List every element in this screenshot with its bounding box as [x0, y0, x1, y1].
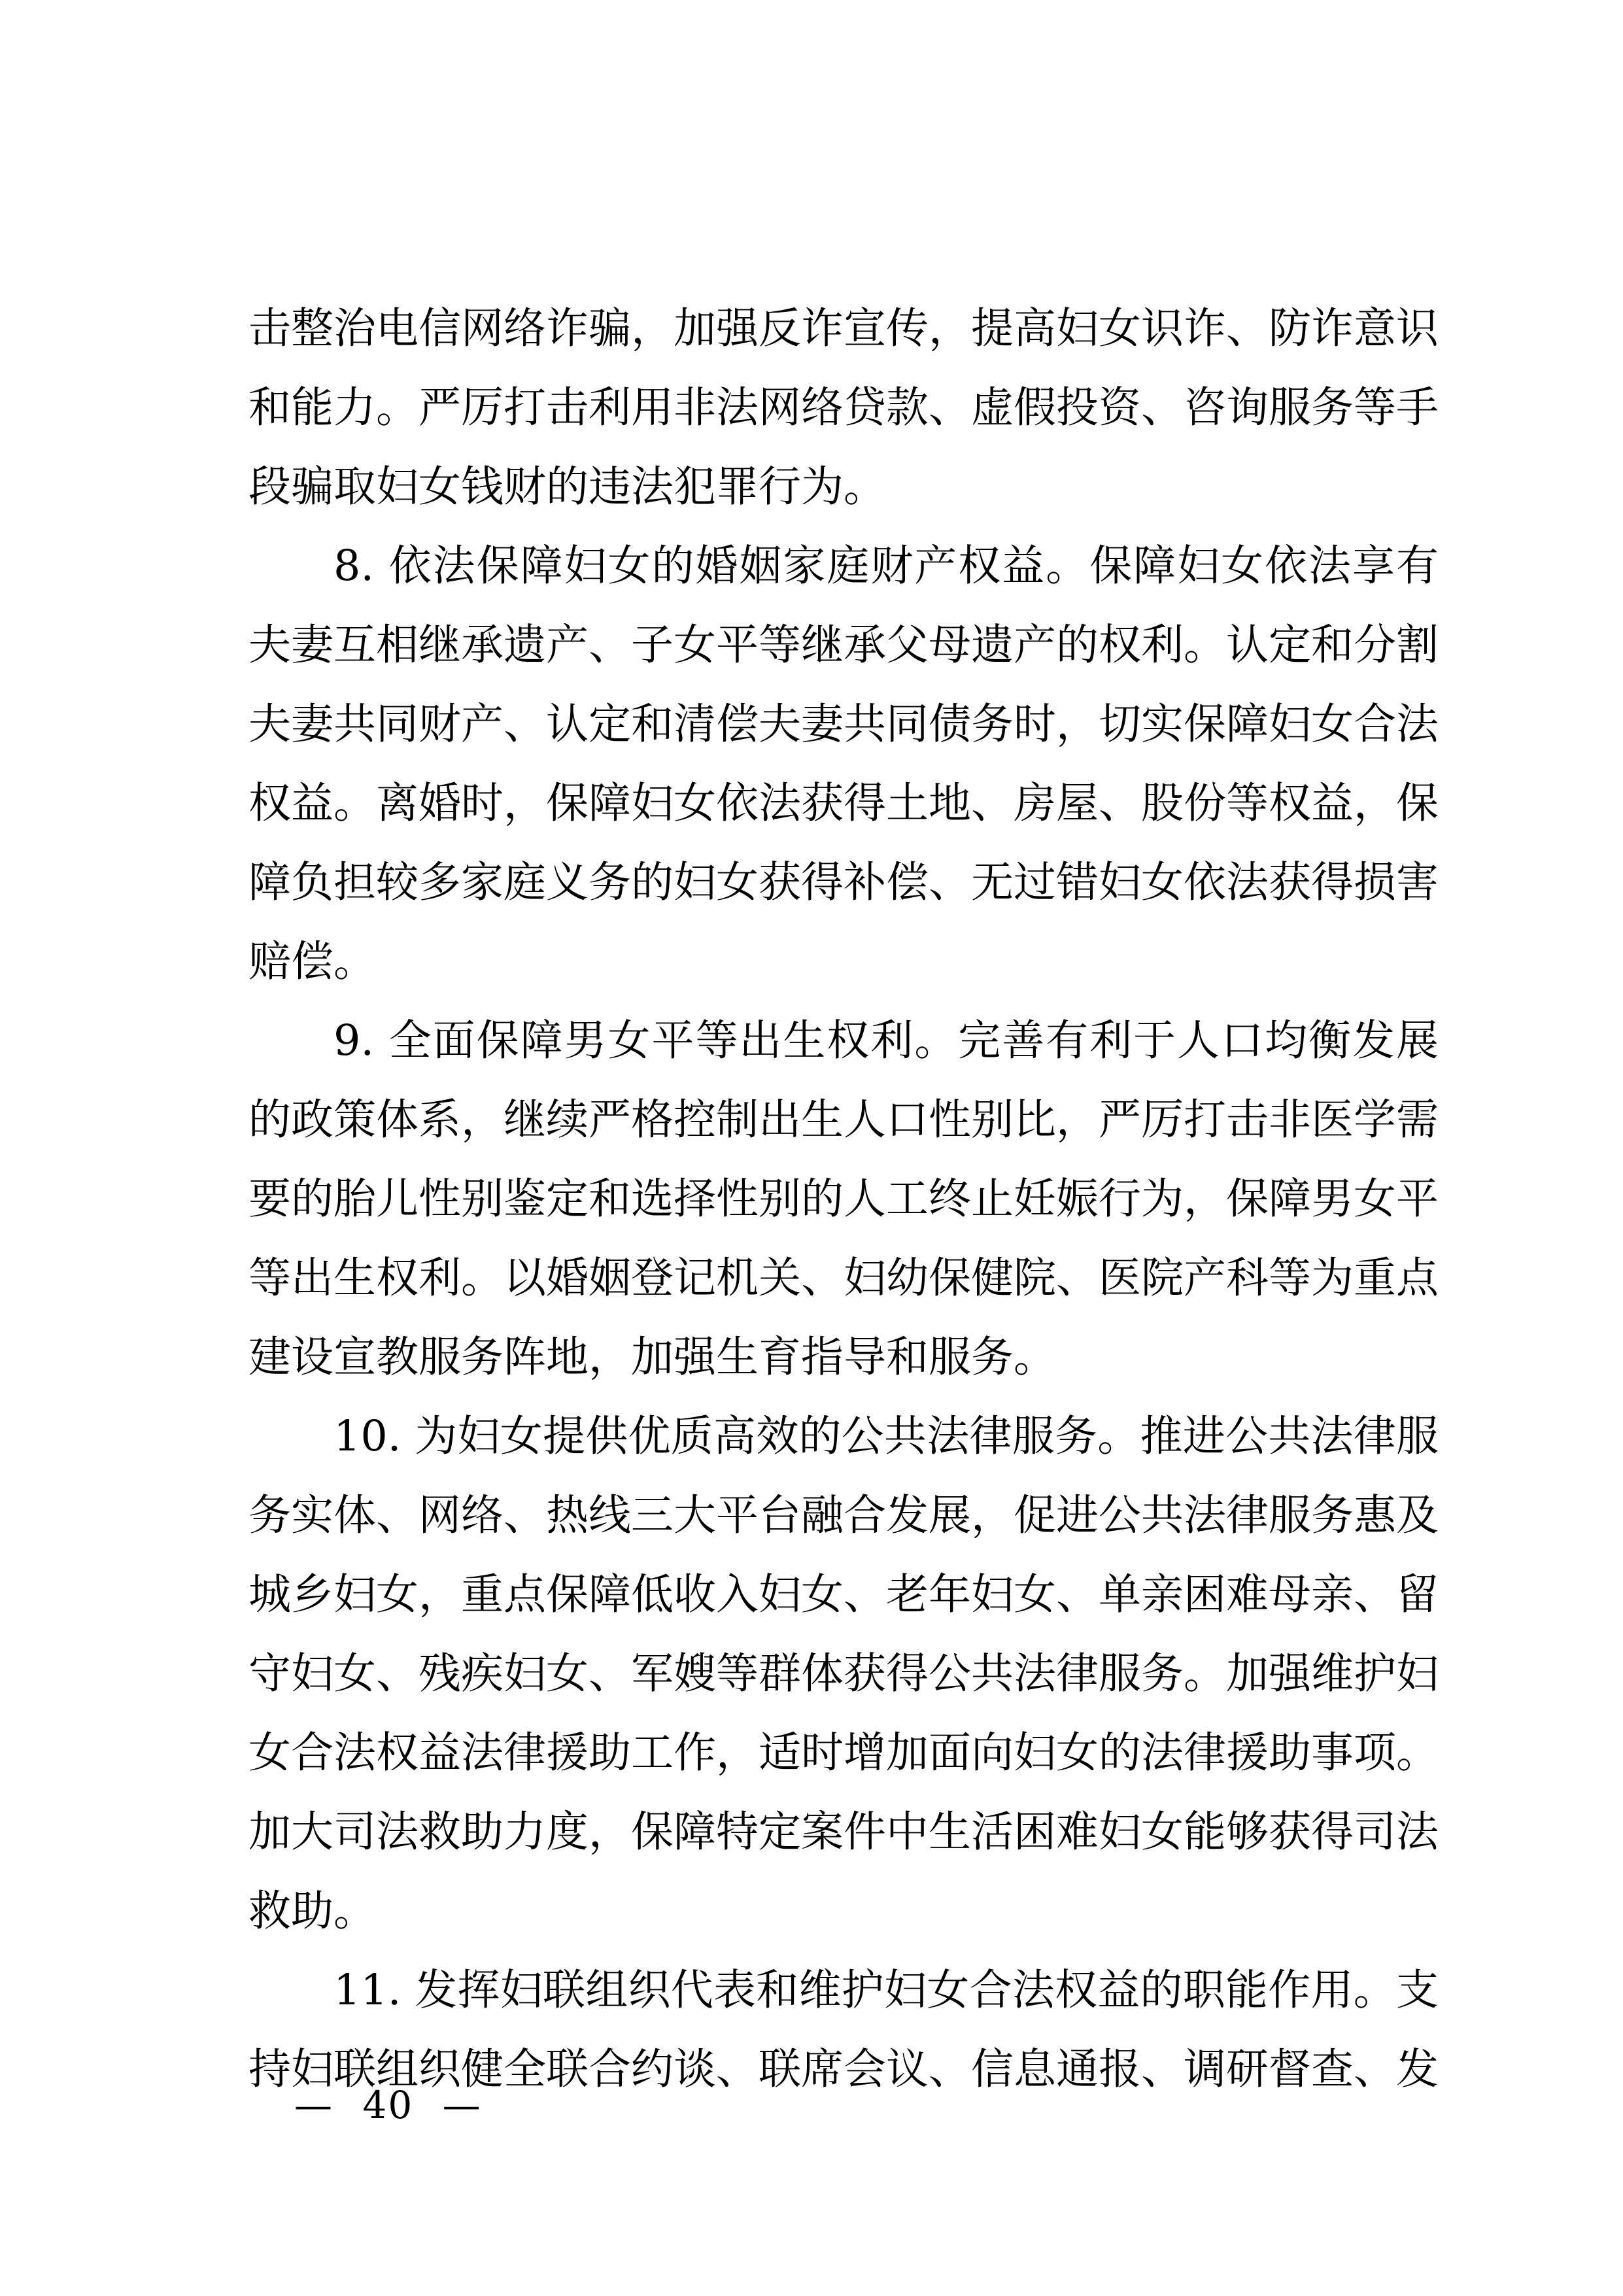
text-line: 的政策体系，继续严格控制出生人口性别比，严厉打击非医学需 [248, 1095, 1439, 1144]
text-line: 击整治电信网络诈骗，加强反诈宣传，提高妇女识诈、防诈意识 [248, 304, 1439, 353]
text-line-paragraph-11: 11. 发挥妇联组织代表和维护妇女合法权益的职能作用。支 [333, 1966, 1439, 2015]
text-line: 段骗取妇女钱财的违法犯罪行为。 [248, 462, 887, 511]
text-line: 等出生权利。以婚姻登记机关、妇幼保健院、医院产科等为重点 [248, 1254, 1439, 1303]
text-line: 和能力。严厉打击利用非法网络贷款、虚假投资、咨询服务等手 [248, 383, 1439, 432]
text-line: 城乡妇女，重点保障低收入妇女、老年妇女、单亲困难母亲、留 [248, 1570, 1439, 1619]
text-line: 女合法权益法律援助工作，适时增加面向妇女的法律援助事项。 [248, 1728, 1439, 1777]
text-line: 守妇女、残疾妇女、军嫂等群体获得公共法律服务。加强维护妇 [248, 1649, 1439, 1698]
page-number: — 40 — [294, 2083, 482, 2127]
text-line: 夫妻共同财产、认定和清偿夫妻共同债务时，切实保障妇女合法 [248, 700, 1439, 749]
text-line: 权益。离婚时，保障妇女依法获得土地、房屋、股份等权益，保 [248, 779, 1439, 828]
text-line: 务实体、网络、热线三大平台融合发展，促进公共法律服务惠及 [248, 1491, 1439, 1540]
text-line: 建设宣教服务阵地，加强生育指导和服务。 [248, 1333, 1057, 1382]
text-line-paragraph-9: 9. 全面保障男女平等出生权利。完善有利于人口均衡发展 [333, 1016, 1439, 1065]
text-line: 夫妻互相继承遗产、子女平等继承父母遗产的权利。认定和分割 [248, 621, 1439, 670]
text-line: 障负担较多家庭义务的妇女获得补偿、无过错妇女依法获得损害 [248, 858, 1439, 907]
text-line: 加大司法救助力度，保障特定案件中生活困难妇女能够获得司法 [248, 1808, 1439, 1857]
text-line: 救助。 [248, 1887, 377, 1936]
text-line-paragraph-8: 8. 依法保障妇女的婚姻家庭财产权益。保障妇女依法享有 [333, 541, 1439, 591]
text-line: 持妇联组织健全联合约谈、联席会议、信息通报、调研督查、发 [248, 2045, 1439, 2094]
text-line: 赔偿。 [248, 937, 377, 986]
page-number-footer [294, 2083, 482, 2127]
text-line: 要的胎儿性别鉴定和选择性别的人工终止妊娠行为，保障男女平 [248, 1174, 1439, 1224]
body-text [248, 289, 1439, 2109]
text-line-paragraph-10: 10. 为妇女提供优质高效的公共法律服务。推进公共法律服 [333, 1412, 1439, 1461]
